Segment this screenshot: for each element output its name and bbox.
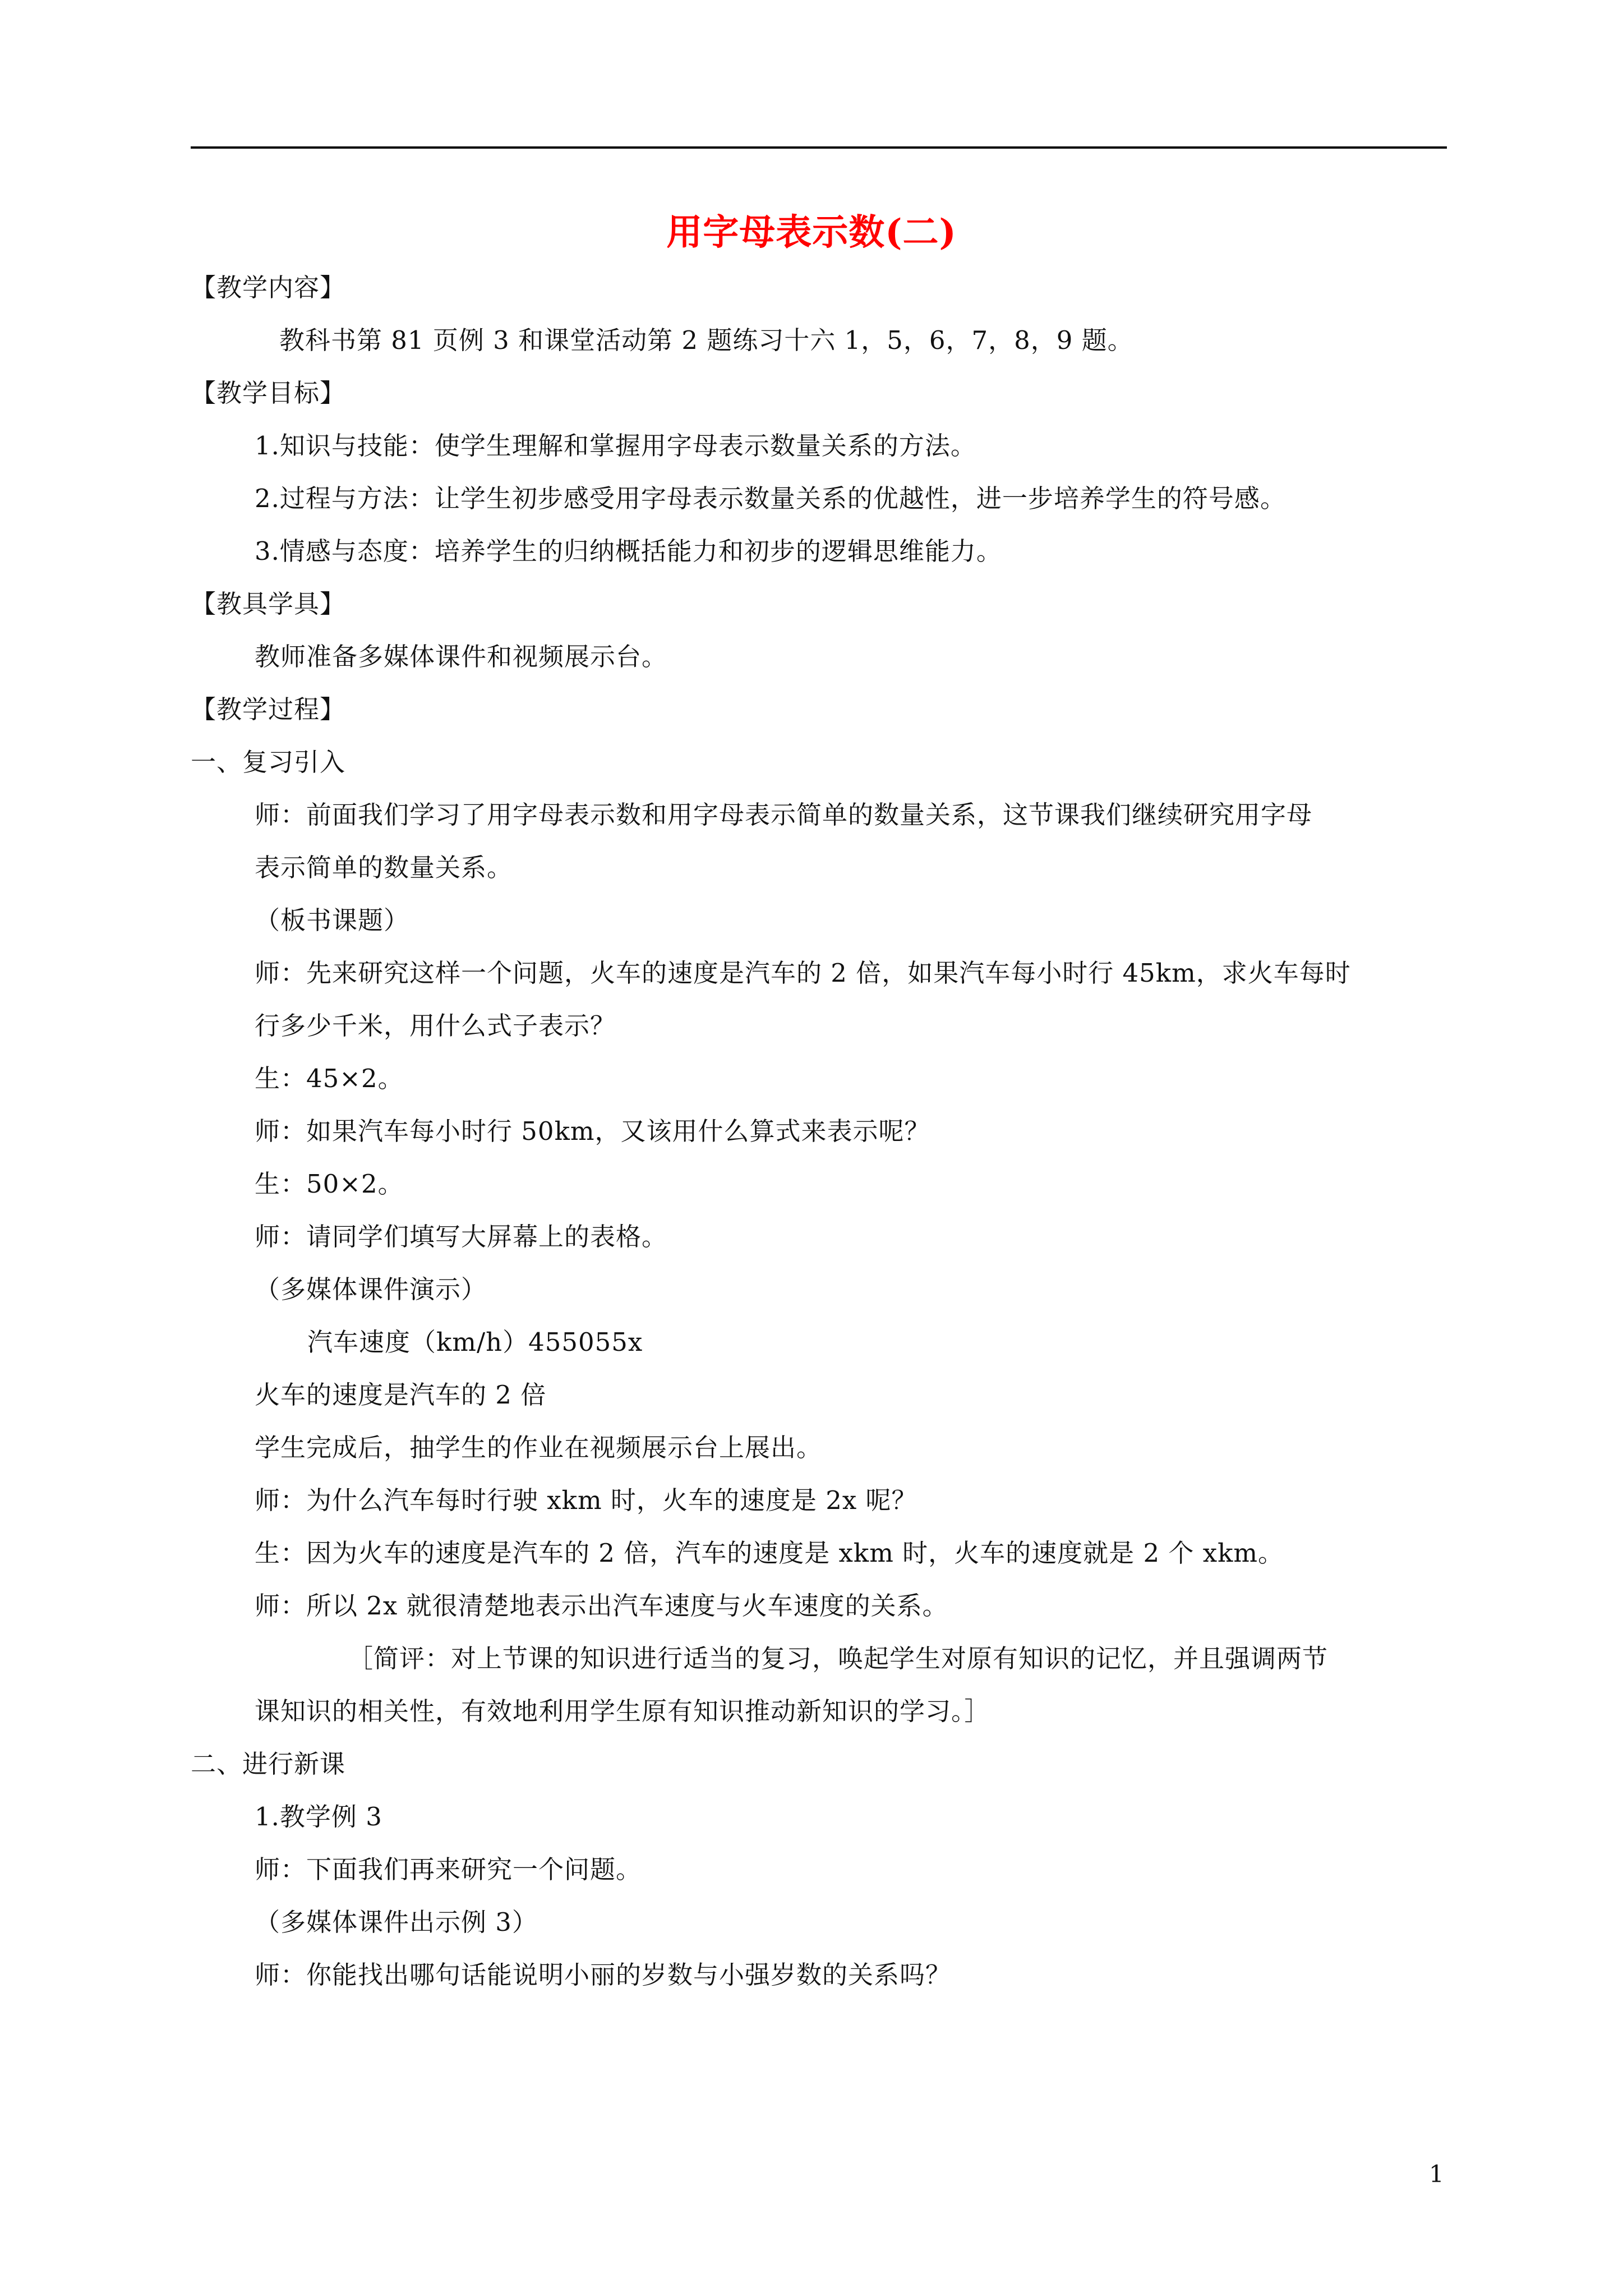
goal-item-1: 1.知识与技能：使学生理解和掌握用字母表示数量关系的方法。 xyxy=(255,431,976,461)
document-title: 用字母表示数(二) xyxy=(666,211,957,254)
content-text: 教科书第 81 页例 3 和课堂活动第 2 题练习十六 1，5，6，7，8，9 题。 xyxy=(279,325,1133,355)
paragraph-line: （板书课题） xyxy=(255,905,410,935)
paragraph-line: 师：你能找出哪句话能说明小丽的岁数与小强岁数的关系吗？ xyxy=(255,1960,952,1990)
tools-text: 教师准备多媒体课件和视频展示台。 xyxy=(255,642,668,671)
paragraph-line: 1.教学例 3 xyxy=(255,1802,382,1832)
paragraph-line: 生：45×2。 xyxy=(255,1064,404,1093)
paragraph-line: 师：先来研究这样一个问题，火车的速度是汽车的 2 倍，如果汽车每小时行 45km，求火车每时 xyxy=(255,958,1351,988)
paragraph-line: 学生完成后，抽学生的作业在视频展示台上展出。 xyxy=(255,1433,823,1462)
paragraph-line: （多媒体课件出示例 3） xyxy=(255,1907,538,1937)
paragraph-line: （多媒体课件演示） xyxy=(255,1274,487,1304)
section-heading-process: 【教学过程】 xyxy=(191,694,346,724)
paragraph-line: 生：50×2。 xyxy=(255,1169,404,1199)
paragraph-line: 师：前面我们学习了用字母表示数和用字母表示简单的数量关系，这节课我们继续研究用字母 xyxy=(255,800,1313,830)
subsection-new-lesson: 二、进行新课 xyxy=(191,1749,346,1779)
section-heading-content: 【教学内容】 xyxy=(191,273,346,302)
paragraph-line: 师：所以 2x 就很清楚地表示出汽车速度与火车速度的关系。 xyxy=(255,1591,948,1621)
paragraph-line: 师：下面我们再来研究一个问题。 xyxy=(255,1855,642,1884)
comment-line: ［简评：对上节课的知识进行适当的复习，唤起学生对原有知识的记忆，并且强调两节 xyxy=(348,1644,1329,1673)
paragraph-line: 生：因为火车的速度是汽车的 2 倍，汽车的速度是 xkm 时，火车的速度就是 2 个 xkm。 xyxy=(255,1538,1284,1568)
paragraph-line: 师：请同学们填写大屏幕上的表格。 xyxy=(255,1222,668,1251)
goal-item-2: 2.过程与方法：让学生初步感受用字母表示数量关系的优越性，进一步培养学生的符号感。 xyxy=(255,484,1286,513)
goal-item-3: 3.情感与态度：培养学生的归纳概括能力和初步的逻辑思维能力。 xyxy=(255,536,1002,566)
section-heading-tools: 【教具学具】 xyxy=(191,589,346,619)
paragraph-line: 行多少千米，用什么式子表示？ xyxy=(255,1011,616,1041)
comment-line: 课知识的相关性，有效地利用学生原有知识推动新知识的学习。］ xyxy=(255,1696,990,1726)
subsection-review: 一、复习引入 xyxy=(191,747,346,777)
paragraph-line: 火车的速度是汽车的 2 倍 xyxy=(255,1380,547,1410)
section-heading-goals: 【教学目标】 xyxy=(191,378,346,408)
header-rule xyxy=(191,146,1447,149)
paragraph-line: 表示简单的数量关系。 xyxy=(255,853,513,882)
page-number: 1 xyxy=(1429,2160,1444,2188)
paragraph-line: 师：为什么汽车每时行驶 xkm 时，火车的速度是 2x 呢？ xyxy=(255,1485,917,1515)
table-row-text: 汽车速度（km/h）455055x xyxy=(307,1327,643,1357)
paragraph-line: 师：如果汽车每小时行 50km，又该用什么算式来表示呢？ xyxy=(255,1116,930,1146)
